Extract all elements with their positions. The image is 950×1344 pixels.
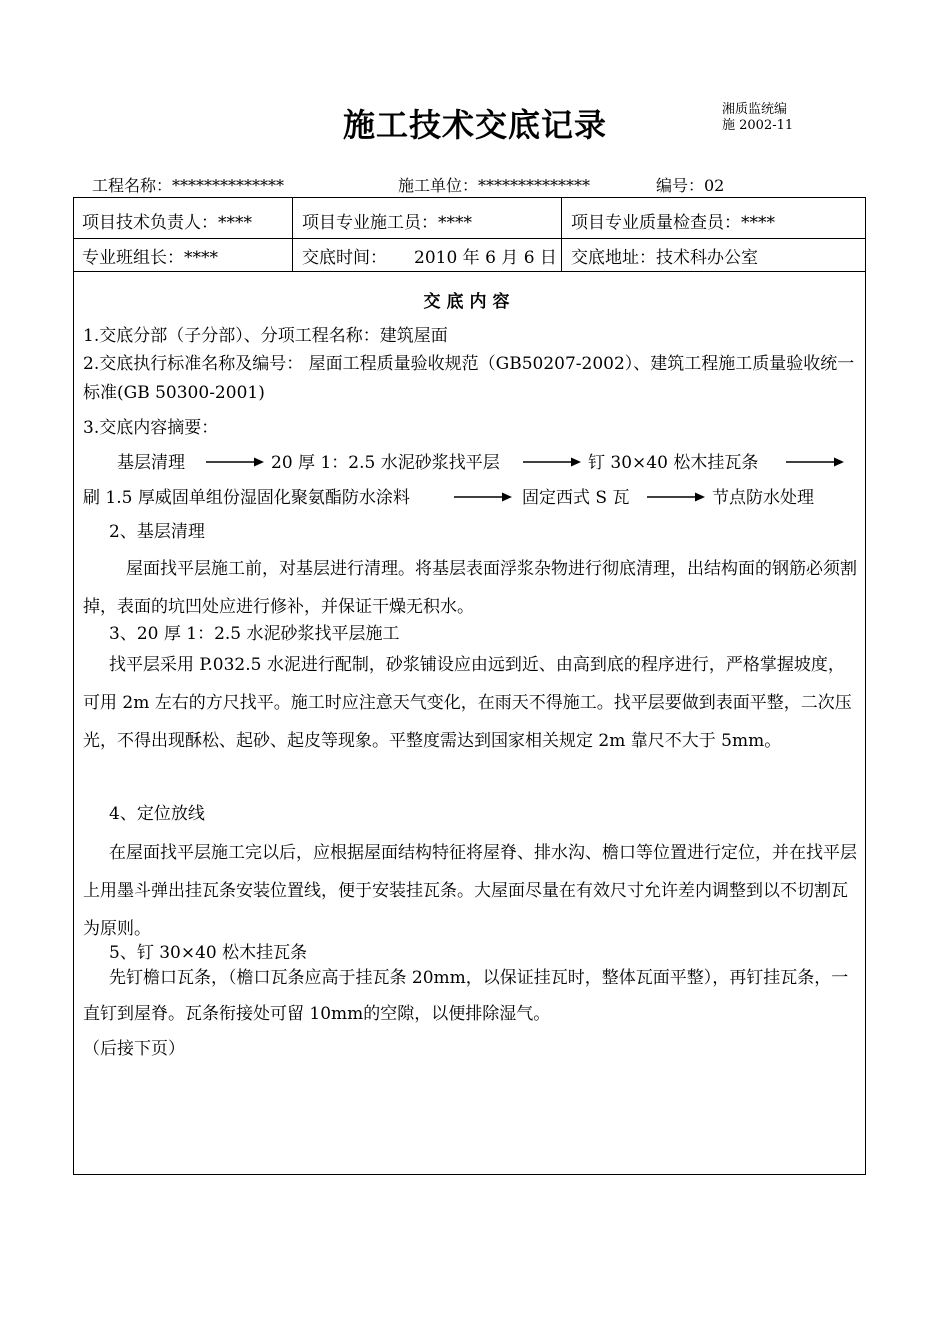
flow-step-1: 基层清理 <box>117 453 185 473</box>
section-4-title: 4、定位放线 <box>109 804 205 824</box>
section-2-text: 屋面找平层施工前，对基层进行清理。将基层表面浮浆杂物进行彻底清理，出结构面的钢筋必须割掉，表面的坑凹处应进行修补，并保证干燥无积水。 <box>83 559 857 617</box>
section-title: 交底内容 <box>423 292 516 312</box>
project-name: 工程名称：************** <box>92 176 285 195</box>
item-2: 2.交底执行标准名称及编号： 屋面工程质量验收规范（GB50207-2002）、建筑工程施工质量验收统一标准(GB 50300-2001) <box>83 354 855 403</box>
row-divider-2 <box>74 271 865 272</box>
col-divider-1 <box>292 198 293 271</box>
flow-step-4: 刷 1.5 厚威固单组份湿固化聚氨酯防水涂料 <box>83 488 410 508</box>
team-leader-cell: 专业班组长：**** <box>82 248 218 268</box>
flow-arrow-3 <box>786 455 844 469</box>
page-title: 施工技术交底记录 <box>342 106 607 144</box>
time-label: 交底时间： <box>302 248 387 268</box>
quality-inspector-cell: 项目专业质量检查员：**** <box>571 213 775 233</box>
flow-step-2: 20 厚 1：2.5 水泥砂浆找平层 <box>271 453 500 473</box>
flow-arrow-4 <box>454 490 512 504</box>
record-number: 编号：02 <box>656 176 725 195</box>
section-5-title: 5、钉 30×40 松木挂瓦条 <box>109 943 308 963</box>
flow-step-6: 节点防水处理 <box>712 488 814 508</box>
flow-step-5: 固定西式 S 瓦 <box>522 488 630 508</box>
item-1: 1.交底分部（子分部）、分项工程名称：建筑屋面 <box>83 326 448 346</box>
form-code-stamp <box>722 102 793 134</box>
section-2-title: 2、基层清理 <box>109 522 205 542</box>
stamp-line2: 施 2002-11 <box>722 118 794 133</box>
section-3-text: 找平层采用 P.032.5 水泥进行配制，砂浆铺设应由远到近、由高到底的程序进行，严格掌握坡度，可用 2m 左右的方尺找平。施工时应注意天气变化，在雨天不得施工。找平层要做到表面平整，二次压光，不得出现酥松、起砂、起皮等现象。平整度需达到国家相关规定 2m 靠尺不大于 5mm。 <box>83 655 852 751</box>
stamp-line1: 湘质监统编 <box>722 102 788 117</box>
item-3: 3.交底内容摘要： <box>83 418 219 438</box>
flow-arrow-5 <box>647 490 705 504</box>
construction-unit: 施工单位：************** <box>398 176 591 195</box>
location-cell: 交底地址：技术科办公室 <box>571 248 758 268</box>
time-value: 2010 年 6 月 6 日 <box>414 248 557 268</box>
row-divider-1 <box>74 238 865 239</box>
tech-lead-cell: 项目技术负责人：**** <box>82 213 252 233</box>
section-4-text: 在屋面找平层施工完以后，应根据屋面结构特征将屋脊、排水沟、檐口等位置进行定位，并在找平层上用墨斗弹出挂瓦条安装位置线，便于安装挂瓦条。大屋面尽量在有效尺寸允许差内调整到以不切割瓦为原则。 <box>83 843 857 939</box>
section-3-title: 3、20 厚 1：2.5 水泥砂浆找平层施工 <box>109 624 400 644</box>
flow-arrow-2 <box>523 455 581 469</box>
record-table <box>73 197 866 1175</box>
flow-arrow-1 <box>206 455 264 469</box>
site-worker-cell: 项目专业施工员：**** <box>302 213 472 233</box>
flow-step-3: 钉 30×40 松木挂瓦条 <box>588 453 759 473</box>
continued-note: （后接下页） <box>83 1039 185 1059</box>
section-5-text: 先钉檐口瓦条，（檐口瓦条应高于挂瓦条 20mm，以保证挂瓦时，整体瓦面平整），再钉挂瓦条，一直钉到屋脊。瓦条衔接处可留 10mm的空隙，以便排除湿气。 <box>83 968 849 1024</box>
col-divider-2 <box>561 198 562 271</box>
